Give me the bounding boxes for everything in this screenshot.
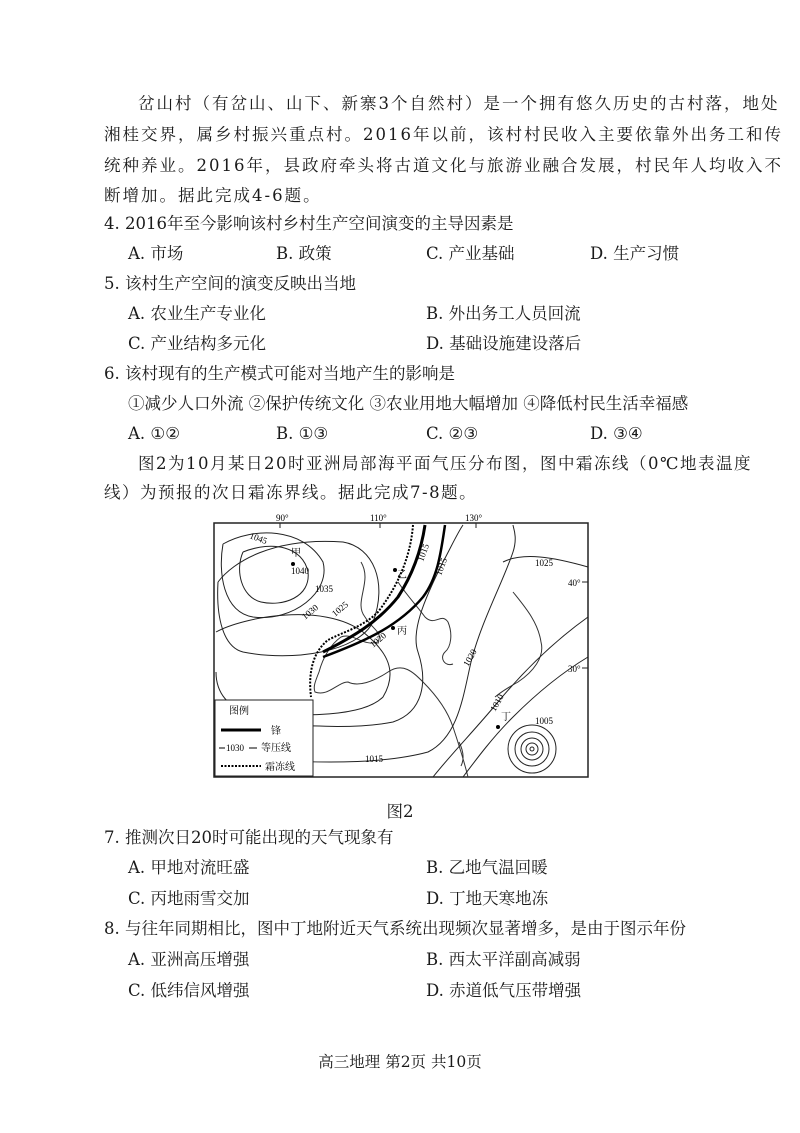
q4-option-d: D. 生产习惯 — [590, 244, 680, 263]
page-footer: 高三地理 第2页 共10页 — [318, 1053, 482, 1071]
passage1-line: 岔山村（有岔山、山下、新寨3个自然村）是一个拥有悠久历史的古村落，地处 — [138, 94, 780, 113]
q6-option-c: C. ②③ — [426, 424, 479, 443]
question-6-stem: 6. 该村现有的生产模式可能对当地产生的影响是 — [104, 364, 455, 383]
isobar-label: 1040 — [291, 566, 309, 576]
lon-label-130: 130° — [465, 513, 483, 523]
passage1-line: 统种养业。2016年，县政府牵头将古道文化与旅游业融合发展，村民年人均收入不 — [104, 156, 783, 175]
isobar-label: 1025 — [535, 558, 553, 568]
passage2-line: 图2为10月某日20时亚洲局部海平面气压分布图，图中霜冻线（0℃地表温度 — [138, 454, 752, 473]
isobar-label: 1035 — [315, 584, 333, 594]
q7-option-b: B. 乙地气温回暖 — [426, 858, 548, 877]
lat-label-30: 30° — [568, 664, 581, 674]
q4-option-b: B. 政策 — [276, 244, 332, 263]
place-label-ding: 丁 — [501, 712, 511, 723]
q8-option-a: A. 亚洲高压增强 — [128, 950, 250, 969]
place-label-yi: 乙 — [397, 570, 407, 581]
passage2-line: 线）为预报的次日霜冻界线。据此完成7-8题。 — [104, 483, 478, 502]
q6-option-d: D. ③④ — [590, 424, 643, 443]
q5-option-a: A. 农业生产专业化 — [128, 304, 266, 323]
isobar-label: 1005 — [535, 716, 553, 726]
q8-option-b: B. 西太平洋副高减弱 — [426, 950, 581, 969]
q6-option-a: A. ①② — [128, 424, 180, 443]
isobar-label: 1045 — [248, 530, 269, 547]
isobar-label: 1015 — [415, 542, 432, 563]
passage1-line: 断增加。据此完成4-6题。 — [104, 186, 322, 205]
pressure-map-svg — [213, 513, 589, 778]
legend-isobar-value: 1030 — [226, 743, 244, 753]
place-dot-ding — [496, 725, 500, 729]
figure-caption: 图2 — [386, 802, 414, 821]
isobar-label: 1015 — [433, 556, 450, 577]
legend-frost-label: 霜冻线 — [265, 762, 295, 773]
isobar-label: 1015 — [365, 754, 383, 764]
place-label-bing: 丙 — [397, 626, 407, 637]
question-7-stem: 7. 推测次日20时可能出现的天气现象有 — [104, 828, 394, 847]
place-label-jia: 甲 — [291, 548, 301, 559]
lon-label-90: 90° — [276, 513, 289, 523]
q7-option-c: C. 丙地雨雪交加 — [128, 889, 250, 908]
q7-option-d: D. 丁地天寒地冻 — [426, 889, 549, 908]
isobar-label: 1020 — [461, 647, 479, 668]
q7-option-a: A. 甲地对流旺盛 — [128, 858, 250, 877]
q8-option-d: D. 赤道低气压带增强 — [426, 981, 582, 1000]
question-5-stem: 5. 该村生产空间的演变反映出当地 — [104, 274, 356, 293]
q5-option-b: B. 外出务工人员回流 — [426, 304, 581, 323]
pressure-map-figure — [213, 513, 589, 778]
q5-option-c: C. 产业结构多元化 — [128, 334, 267, 353]
isobar-label: 1030 — [299, 602, 321, 622]
q6-option-b: B. ①③ — [276, 424, 329, 443]
legend-title: 图例 — [229, 706, 249, 717]
isobar-label: 1025 — [329, 599, 351, 619]
q5-option-d: D. 基础设施建设落后 — [426, 334, 582, 353]
question-4-stem: 4. 2016年至今影响该村乡村生产空间演变的主导因素是 — [104, 214, 514, 233]
place-dot-bing — [391, 626, 395, 630]
isobar-label: 1010 — [488, 692, 506, 713]
legend-isobar-label: 等压线 — [261, 743, 291, 754]
isobar-label: 1020 — [367, 630, 389, 650]
question-8-stem: 8. 与往年同期相比，图中丁地附近天气系统出现频次显著增多，是由于图示年份 — [104, 919, 686, 938]
lon-label-110: 110° — [370, 513, 387, 523]
legend-front-label: 锋 — [271, 726, 281, 737]
q4-option-c: C. 产业基础 — [426, 244, 515, 263]
passage1-line: 湘桂交界，属乡村振兴重点村。2016年以前，该村村民收入主要依靠外出务工和传 — [104, 125, 783, 144]
q6-sub-choices: ①减少人口外流 ②保护传统文化 ③农业用地大幅增加 ④降低村民生活幸福感 — [128, 394, 689, 413]
lat-label-40: 40° — [568, 578, 581, 588]
q8-option-c: C. 低纬信风增强 — [128, 981, 250, 1000]
q4-option-a: A. 市场 — [128, 244, 184, 263]
